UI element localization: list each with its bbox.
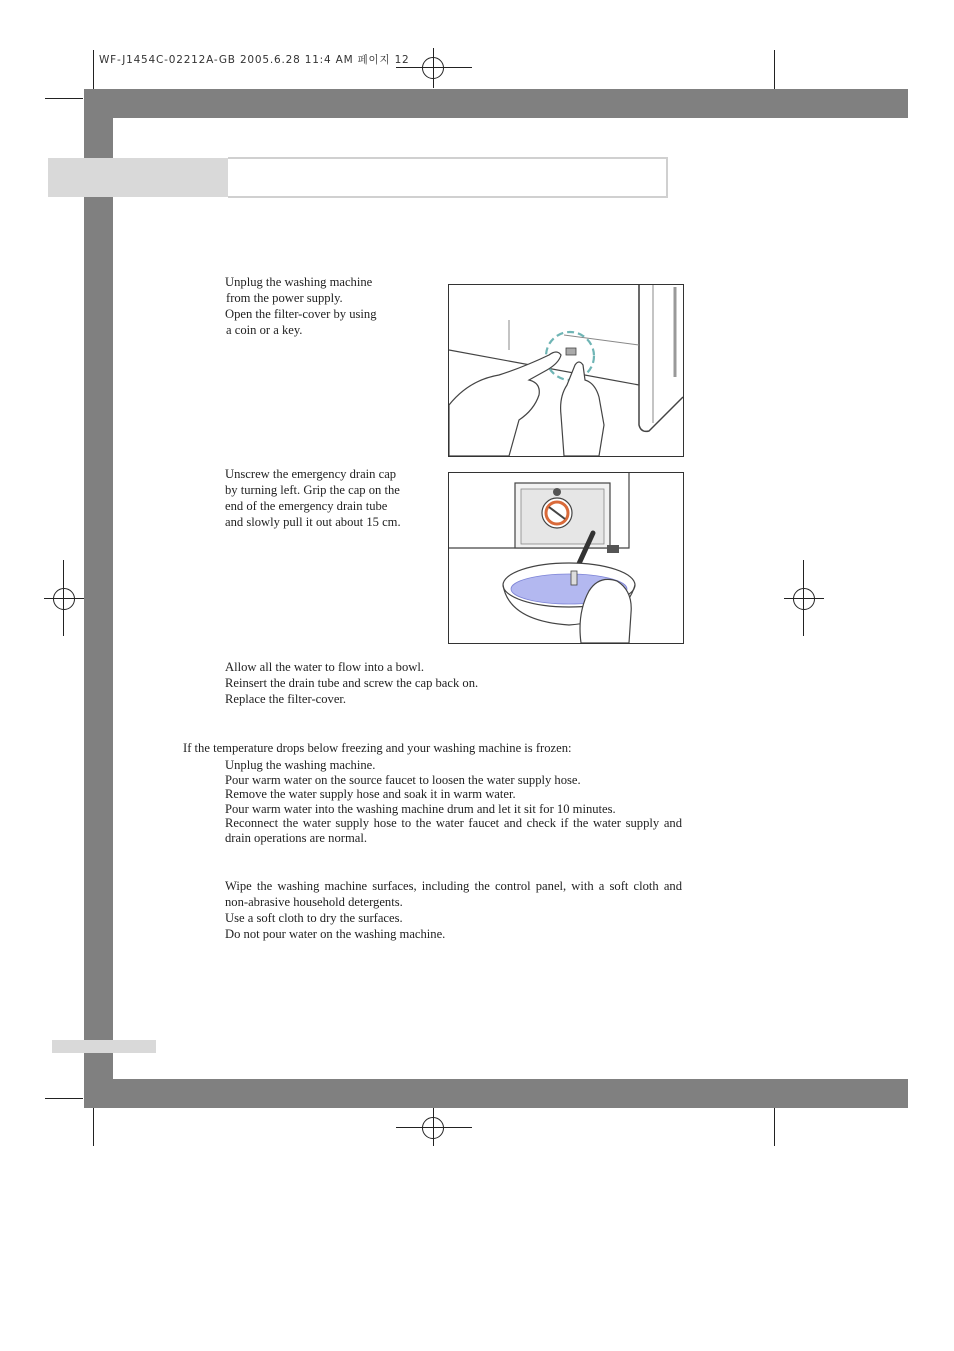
step3-line: Reinsert the drain tube and screw the cap back on. [225,676,479,690]
step1-line: a coin or a key. [226,323,303,337]
left-band [84,89,113,1108]
frozen-intro [183,740,572,756]
frozen-steps [225,758,682,845]
cleaning-step: Do not pour water on the washing machine. [225,927,446,941]
print-header: WF-J1454C-02212A-GB 2005.6.28 11:4 AM 페이지 12 [99,54,410,66]
frozen-step: Pour warm water into the washing machine drum and let it sit for 10 minutes. [225,801,616,816]
registration-circle [422,1117,444,1139]
bottom-band [84,1079,908,1108]
step1-text [225,274,377,338]
frozen-step: Remove the water supply hose and soak it in warm water. [225,787,516,801]
step3-line: Replace the filter-cover. [225,692,347,706]
crop-mark [774,1108,775,1146]
step2-line: Unscrew the emergency drain cap [225,467,397,481]
frozen-step: Unplug the washing machine. [225,758,376,772]
frozen-step: Reconnect the water supply hose to the water faucet and check if the water supply and drain operations are normal. [225,816,682,845]
step1-line: from the power supply. [226,291,343,305]
crop-mark [45,1098,83,1099]
step2-line: and slowly pull it out about 15 cm. [225,515,401,529]
frozen-step: Pour warm water on the source faucet to loosen the water supply hose. [225,772,581,787]
step2-line: end of the emergency drain tube [225,499,388,513]
drain-bowl-illustration [448,472,684,644]
step1-line: Open the filter-cover by using [225,307,377,321]
section-tab [48,158,228,197]
step3-text [225,659,478,707]
crop-mark [45,98,83,99]
registration-circle [793,588,815,610]
step2-text [225,466,401,530]
top-band [84,89,908,118]
cleaning-step: Wipe the washing machine surfaces, including the control panel, with a soft cloth and non-abrasive household detergents. [225,879,682,909]
registration-circle [53,588,75,610]
cleaning-step: Use a soft cloth to dry the surfaces. [225,911,403,925]
registration-circle [422,57,444,79]
frozen-intro-text: If the temperature drops below freezing and your washing machine is frozen: [183,741,572,755]
step2-line: by turning left. Grip the cap on the [225,483,400,497]
page-number-tab [52,1040,156,1053]
filter-cover-illustration [448,284,684,457]
step3-line: Allow all the water to flow into a bowl. [225,660,425,674]
cleaning-steps [225,878,682,942]
section-title-box [228,157,668,198]
step1-line: Unplug the washing machine [225,275,373,289]
crop-mark [93,1108,94,1146]
